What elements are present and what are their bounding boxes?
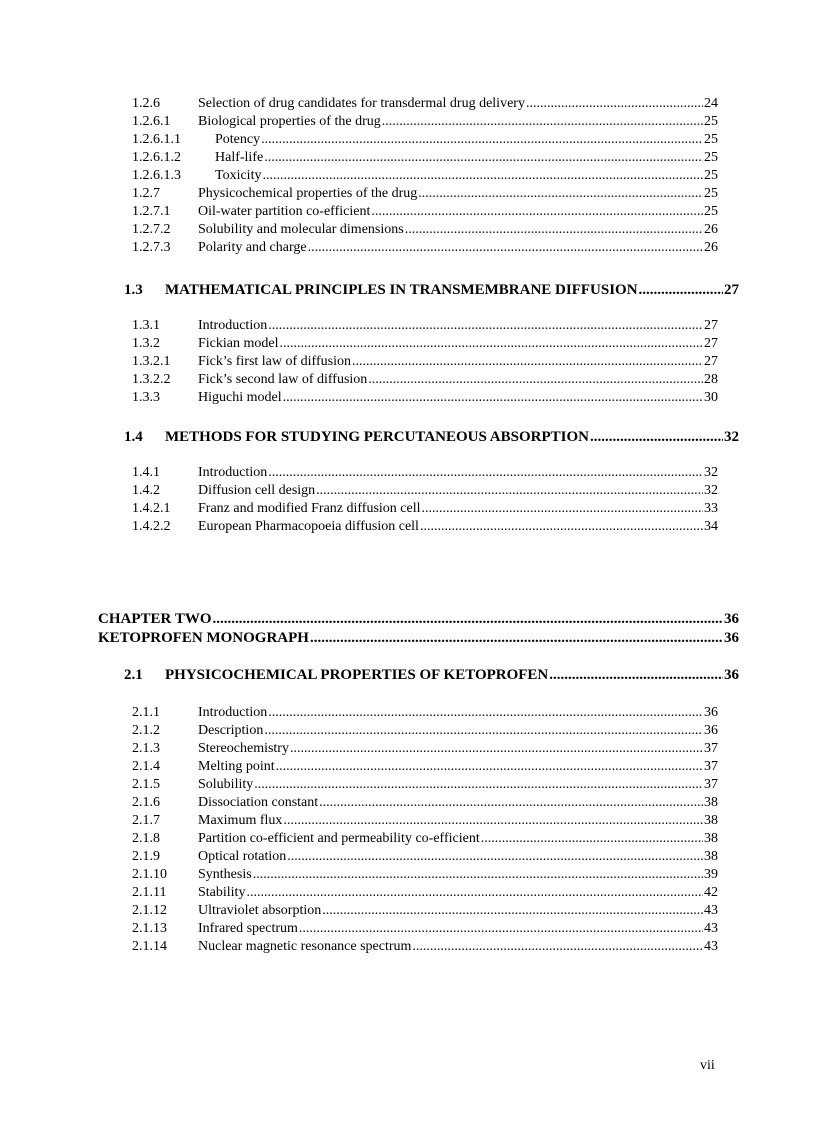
entry-page: 25: [704, 186, 718, 201]
entry-number: 2.1.12: [132, 903, 167, 918]
dot-leader: [352, 353, 703, 371]
toc-entry: [132, 113, 718, 131]
section-page: 32: [724, 429, 739, 445]
entry-title: Introduction: [198, 465, 268, 480]
toc-entry: [132, 866, 718, 884]
entry-title: Fick’s first law of diffusion: [198, 354, 351, 369]
dot-leader: [420, 518, 703, 536]
entry-number: 2.1.6: [132, 795, 160, 810]
entry-number: 1.3.1: [132, 318, 160, 333]
entry-title: Introduction: [198, 318, 268, 333]
entry-number: 2.1.9: [132, 849, 160, 864]
chapter-subtitle: KETOPROFEN MONOGRAPH: [98, 630, 309, 646]
chapter-page: 36: [724, 611, 739, 627]
dot-leader: [382, 113, 703, 131]
entry-title: Ultraviolet absorption: [198, 903, 322, 918]
entry-number: 1.4.2.1: [132, 501, 171, 516]
toc-entry: [132, 500, 718, 518]
entry-page: 36: [704, 705, 718, 720]
entry-page: 33: [704, 501, 718, 516]
entry-number: 2.1.2: [132, 723, 160, 738]
entry-title: Selection of drug candidates for transdermal drug delivery: [198, 96, 525, 111]
dot-leader: [268, 704, 703, 722]
entry-number: 1.3.2.1: [132, 354, 171, 369]
dot-leader: [276, 758, 703, 776]
entry-number: 1.3.3: [132, 390, 160, 405]
section-number: 2.1: [124, 667, 143, 683]
toc-section-heading: [124, 427, 739, 447]
dot-leader: [280, 335, 704, 353]
chapter-title: CHAPTER TWO: [98, 611, 212, 627]
toc-entry: [132, 794, 718, 812]
chapter-subtitle-page: 36: [724, 630, 739, 646]
dot-leader: [268, 317, 703, 335]
toc-entry: [132, 518, 718, 536]
entry-page: 27: [704, 318, 718, 333]
dot-leader: [254, 776, 703, 794]
dot-leader: [268, 464, 703, 482]
entry-number: 1.2.6.1.1: [132, 132, 181, 147]
dot-leader: [412, 938, 703, 956]
toc-entry: [132, 758, 718, 776]
entry-page: 32: [704, 483, 718, 498]
toc-entry: [132, 722, 718, 740]
entry-page: 43: [704, 939, 718, 954]
entry-number: 1.4.1: [132, 465, 160, 480]
entry-number: 2.1.13: [132, 921, 167, 936]
entry-number: 2.1.7: [132, 813, 160, 828]
dot-leader: [261, 131, 703, 149]
entry-number: 1.3.2.2: [132, 372, 171, 387]
entry-page: 38: [704, 831, 718, 846]
entry-number: 1.4.2.2: [132, 519, 171, 534]
toc-section-heading: [124, 280, 739, 300]
toc-entry: [132, 389, 718, 407]
toc-entry: [132, 335, 718, 353]
toc-entry: [132, 203, 718, 221]
entry-title: Fick’s second law of diffusion: [198, 372, 368, 387]
entry-page: 25: [704, 132, 718, 147]
entry-title: Solubility and molecular dimensions: [198, 222, 404, 237]
entry-page: 32: [704, 465, 718, 480]
entry-number: 1.2.6: [132, 96, 160, 111]
entry-title: Oil-water partition co-efficient: [198, 204, 371, 219]
dot-leader: [283, 389, 703, 407]
entry-number: 2.1.11: [132, 885, 167, 900]
dot-leader: [316, 482, 703, 500]
toc-entry: [132, 353, 718, 371]
entry-page: 39: [704, 867, 718, 882]
toc-entry: [132, 482, 718, 500]
toc-entry: [132, 884, 718, 902]
entry-page: 25: [704, 168, 718, 183]
toc-entry: [132, 317, 718, 335]
entry-page: 38: [704, 795, 718, 810]
entry-number: 1.4.2: [132, 483, 160, 498]
dot-leader: [290, 740, 703, 758]
entry-title: Stereochemistry: [198, 741, 289, 756]
toc-entry: [132, 812, 718, 830]
dot-leader: [418, 185, 703, 203]
dot-leader: [405, 221, 703, 239]
entry-title: Solubility: [198, 777, 254, 792]
entry-title: European Pharmacopoeia diffusion cell: [198, 519, 419, 534]
dot-leader: [262, 167, 703, 185]
page-number: vii: [700, 1058, 715, 1073]
entry-number: 1.2.6.1: [132, 114, 171, 129]
dot-leader: [368, 371, 703, 389]
entry-title: Stability: [198, 885, 246, 900]
dot-leader: [253, 866, 703, 884]
entry-page: 37: [704, 741, 718, 756]
entry-page: 36: [704, 723, 718, 738]
entry-number: 2.1.8: [132, 831, 160, 846]
dot-leader: [549, 665, 723, 685]
entry-page: 24: [704, 96, 718, 111]
dot-leader: [422, 500, 703, 518]
entry-page: 28: [704, 372, 718, 387]
toc-entry: [132, 167, 718, 185]
entry-number: 1.3.2: [132, 336, 160, 351]
entry-title: Biological properties of the drug: [198, 114, 381, 129]
section-page: 27: [724, 282, 739, 298]
toc-entry: [132, 848, 718, 866]
entry-page: 38: [704, 813, 718, 828]
entry-title: Polarity and charge: [198, 240, 307, 255]
entry-title: Half-life: [215, 150, 264, 165]
toc-entry: [132, 920, 718, 938]
dot-leader: [371, 203, 703, 221]
dot-leader: [310, 628, 723, 648]
toc-entry: [132, 776, 718, 794]
entry-title: Dissociation constant: [198, 795, 319, 810]
entry-page: 42: [704, 885, 718, 900]
toc-entry: [132, 938, 718, 956]
entry-title: Maximum flux: [198, 813, 283, 828]
entry-title: Nuclear magnetic resonance spectrum: [198, 939, 412, 954]
dot-leader: [319, 794, 703, 812]
entry-page: 25: [704, 204, 718, 219]
dot-leader: [299, 920, 703, 938]
entry-page: 27: [704, 354, 718, 369]
dot-leader: [590, 427, 723, 447]
section-title: PHYSICOCHEMICAL PROPERTIES OF KETOPROFEN: [165, 667, 549, 683]
dot-leader: [264, 149, 703, 167]
toc-entry: [132, 149, 718, 167]
entry-page: 34: [704, 519, 718, 534]
dot-leader: [526, 95, 703, 113]
dot-leader: [246, 884, 703, 902]
dot-leader: [264, 722, 703, 740]
entry-page: 37: [704, 777, 718, 792]
toc-entry: [132, 131, 718, 149]
toc-chapter-subtitle: [98, 628, 739, 648]
section-page: 36: [724, 667, 739, 683]
dot-leader: [308, 239, 703, 257]
entry-page: 26: [704, 222, 718, 237]
entry-page: 43: [704, 903, 718, 918]
entry-title: Franz and modified Franz diffusion cell: [198, 501, 421, 516]
dot-leader: [287, 848, 703, 866]
toc-entry: [132, 902, 718, 920]
toc-entry: [132, 185, 718, 203]
toc-entry: [132, 704, 718, 722]
entry-number: 1.2.7.1: [132, 204, 171, 219]
toc-entry: [132, 740, 718, 758]
toc-entry: [132, 95, 718, 113]
entry-number: 2.1.3: [132, 741, 160, 756]
entry-number: 2.1.10: [132, 867, 167, 882]
section-title: METHODS FOR STUDYING PERCUTANEOUS ABSORPTION: [165, 429, 589, 445]
entry-number: 2.1.5: [132, 777, 160, 792]
entry-number: 2.1.1: [132, 705, 160, 720]
toc-entry: [132, 239, 718, 257]
entry-title: Optical rotation: [198, 849, 287, 864]
entry-number: 1.2.7.2: [132, 222, 171, 237]
entry-title: Infrared spectrum: [198, 921, 298, 936]
entry-title: Partition co-efficient and permeability co-efficient: [198, 831, 480, 846]
dot-leader: [213, 609, 724, 629]
entry-page: 25: [704, 114, 718, 129]
entry-title: Potency: [215, 132, 261, 147]
dot-leader: [283, 812, 703, 830]
dot-leader: [639, 280, 723, 300]
toc-entry: [132, 221, 718, 239]
entry-page: 27: [704, 336, 718, 351]
entry-page: 30: [704, 390, 718, 405]
entry-title: Fickian model: [198, 336, 279, 351]
entry-title: Diffusion cell design: [198, 483, 316, 498]
entry-title: Introduction: [198, 705, 268, 720]
entry-title: Physicochemical properties of the drug: [198, 186, 418, 201]
entry-number: 1.2.7: [132, 186, 160, 201]
entry-number: 1.2.6.1.2: [132, 150, 181, 165]
toc-chapter-heading: [98, 609, 739, 629]
section-number: 1.4: [124, 429, 143, 445]
entry-page: 37: [704, 759, 718, 774]
dot-leader: [481, 830, 703, 848]
entry-page: 26: [704, 240, 718, 255]
section-number: 1.3: [124, 282, 143, 298]
dot-leader: [322, 902, 703, 920]
entry-title: Higuchi model: [198, 390, 282, 405]
entry-title: Toxicity: [215, 168, 262, 183]
entry-title: Synthesis: [198, 867, 252, 882]
entry-title: Description: [198, 723, 264, 738]
toc-entry: [132, 830, 718, 848]
entry-number: 2.1.14: [132, 939, 167, 954]
section-title: MATHEMATICAL PRINCIPLES IN TRANSMEMBRANE DIFFUSION: [165, 282, 638, 298]
entry-number: 1.2.7.3: [132, 240, 171, 255]
toc-entry: [132, 371, 718, 389]
entry-page: 43: [704, 921, 718, 936]
entry-page: 25: [704, 150, 718, 165]
entry-number: 1.2.6.1.3: [132, 168, 181, 183]
toc-entry: [132, 464, 718, 482]
toc-section-heading: [124, 665, 739, 685]
entry-page: 38: [704, 849, 718, 864]
entry-title: Melting point: [198, 759, 275, 774]
entry-number: 2.1.4: [132, 759, 160, 774]
